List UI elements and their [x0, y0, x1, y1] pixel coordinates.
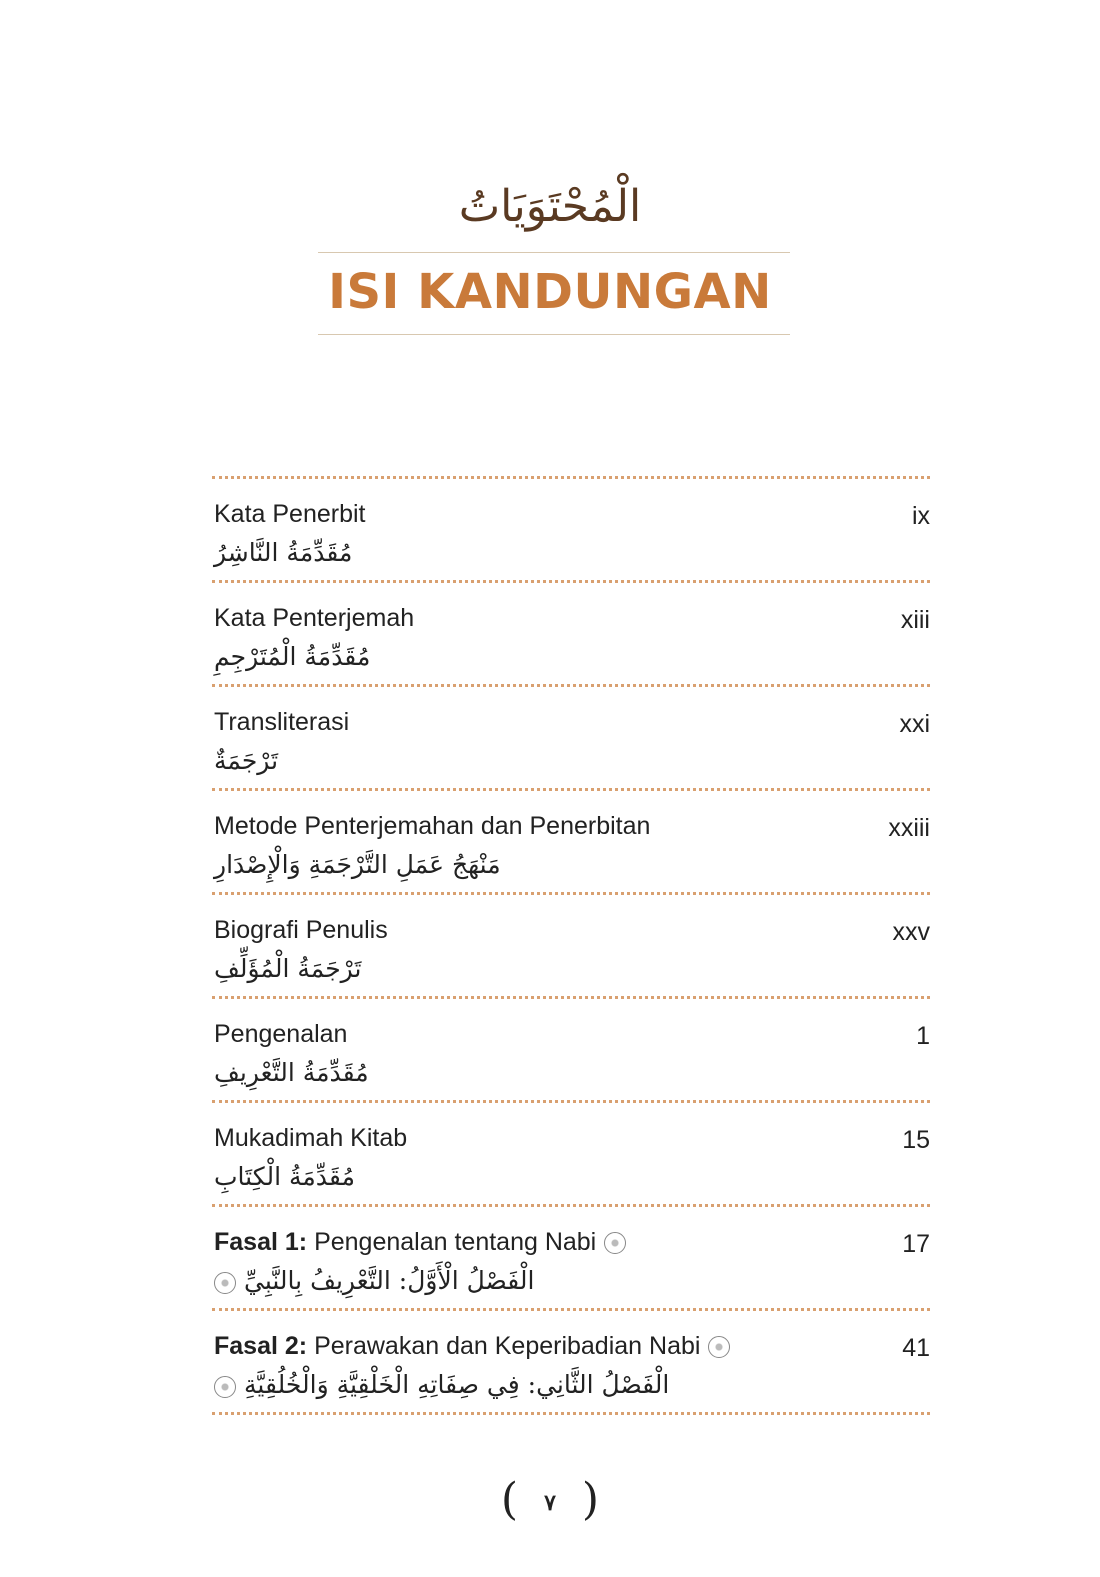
- chapter-prefix: Fasal 2:: [214, 1332, 308, 1360]
- toc-entry[interactable]: [212, 687, 930, 788]
- open-paren: (: [500, 1474, 519, 1525]
- entry-arabic-label: الْفَصْلُ الثَّانِي: فِي صِفَاتِهِ الْخَلْقِيَّةِ وَالْخُلُقِيَّةِ: [244, 1370, 670, 1399]
- close-paren: ): [581, 1474, 600, 1525]
- entry-page-number: 41: [902, 1334, 930, 1362]
- toc-entry[interactable]: [212, 1311, 930, 1412]
- toc-entry[interactable]: [212, 791, 930, 892]
- entry-page-number: 17: [902, 1230, 930, 1258]
- entry-arabic-row: [214, 1261, 534, 1301]
- toc-entry[interactable]: [212, 999, 930, 1100]
- entry-label-row: [214, 1227, 626, 1257]
- entry-arabic-label: مُقَدِّمَةُ النَّاشِرُ: [214, 538, 353, 567]
- entry-arabic-label: مُقَدِّمَةُ التَّعْرِيفِ: [214, 1058, 369, 1087]
- entry-page-number: 1: [916, 1022, 930, 1050]
- entry-page-number: xxiii: [888, 814, 930, 842]
- entry-label: Transliterasi: [214, 708, 350, 736]
- entry-arabic-label: مَنْهَجُ عَمَلِ التَّرْجَمَةِ وَالْإِصْدَارِ: [214, 850, 501, 879]
- toc-entry[interactable]: [212, 479, 930, 580]
- entry-label: Pengenalan: [214, 1020, 348, 1048]
- arabic-page-title: الْمُحْتَوَيَاتُ: [458, 181, 642, 232]
- toc-entry[interactable]: [212, 895, 930, 996]
- entry-arabic-label: مُقَدِّمَةُ الْمُتَرْجِمِ: [214, 642, 371, 671]
- entry-arabic-label: الْفَصْلُ الْأَوَّلُ: التَّعْرِيفُ بِالنَّبِيِّ: [244, 1266, 535, 1295]
- title-bottom-rule: [318, 334, 790, 335]
- honorific-seal-icon: [604, 1232, 626, 1254]
- entry-label: Perawakan dan Keperibadian Nabi: [314, 1332, 701, 1360]
- entry-arabic-label: تَرْجَمَةُ الْمُؤَلِّفِ: [214, 954, 362, 983]
- dotted-divider: [212, 1412, 930, 1415]
- entry-arabic-label: مُقَدِّمَةُ الْكِتَابِ: [214, 1162, 355, 1191]
- entry-page-number: xxv: [892, 918, 930, 946]
- entry-label: Kata Penerbit: [214, 500, 366, 528]
- honorific-seal-icon: [214, 1272, 236, 1294]
- entry-arabic-row: [214, 1365, 669, 1405]
- table-of-contents: [212, 476, 930, 1415]
- chapter-prefix: Fasal 1:: [214, 1228, 308, 1256]
- entry-label: Pengenalan tentang Nabi: [314, 1228, 597, 1256]
- honorific-seal-icon: [214, 1376, 236, 1398]
- page-title: ISI KANDUNGAN: [328, 264, 772, 320]
- toc-entry[interactable]: [212, 1103, 930, 1204]
- entry-label-row: [214, 1331, 730, 1361]
- honorific-seal-icon: [708, 1336, 730, 1358]
- toc-entry[interactable]: [212, 1207, 930, 1308]
- page-number: ٧: [544, 1489, 556, 1516]
- entry-label: Kata Penterjemah: [214, 604, 415, 632]
- title-top-rule: [318, 252, 790, 253]
- entry-page-number: xiii: [900, 606, 930, 634]
- page-footer: [0, 1474, 1100, 1525]
- entry-arabic-label: تَرْجَمَةٌ: [214, 746, 279, 775]
- entry-page-number: ix: [911, 502, 930, 530]
- entry-page-number: xxi: [899, 710, 930, 738]
- entry-label: Mukadimah Kitab: [214, 1124, 408, 1152]
- entry-label: Biografi Penulis: [214, 916, 388, 944]
- entry-page-number: 15: [902, 1126, 930, 1154]
- toc-entry[interactable]: [212, 583, 930, 684]
- entry-label: Metode Penterjemahan dan Penerbitan: [214, 812, 651, 840]
